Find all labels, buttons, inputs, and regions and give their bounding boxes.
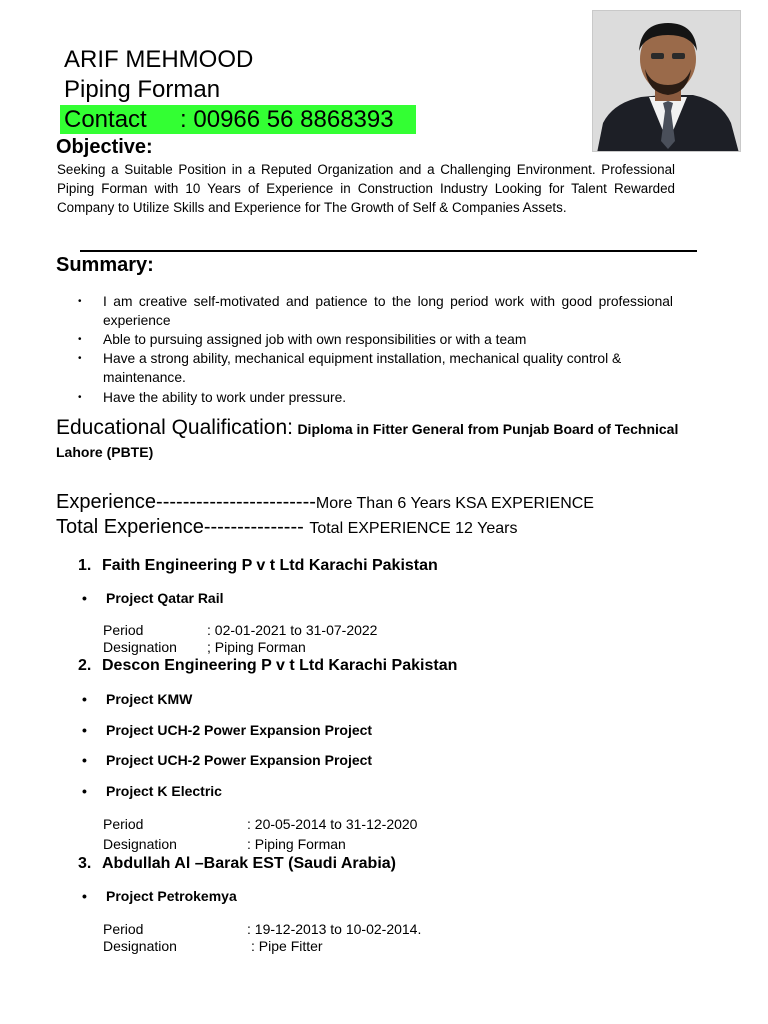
project-item: • Project UCH-2 Power Expansion Project	[82, 752, 373, 768]
period-label: Period	[103, 921, 144, 937]
company-heading: 3. Abdullah Al –Barak EST (Saudi Arabia)	[78, 855, 396, 872]
project-item: • Project K Electric	[82, 783, 222, 799]
contact-highlight: Contact : 00966 56 8868393	[60, 105, 416, 134]
portrait-image	[593, 11, 741, 152]
education-section	[56, 417, 716, 464]
project-item: • Project KMW	[82, 691, 193, 707]
designation-value: ; Piping Forman	[207, 639, 306, 655]
objective-text: Seeking a Suitable Position in a Reputed Organization and a Challenging Environment. Professional Piping Forman with 10 Years of Experience in Construction Industry Looking for Talent Rewarded Company to Utilize Skills and Experience for The Growth of Self & Companies Assets.	[57, 162, 675, 215]
period-value: : 02-01-2021 to 31-07-2022	[207, 622, 378, 638]
period-value: : 20-05-2014 to 31-12-2020	[247, 816, 418, 832]
education-detail: Diploma in Fitter General from Punjab Board of Technical Lahore (PBTE)	[56, 421, 679, 460]
objective-heading: Objective:	[56, 136, 153, 158]
company-heading: 1. Faith Engineering P v t Ltd Karachi Pakistan	[78, 557, 438, 574]
designation-value: : Piping Forman	[247, 836, 346, 852]
candidate-name: ARIF MEHMOOD	[64, 46, 254, 73]
total-experience-line: Total Experience--------------- Total EXPERIENCE 12 Years	[56, 516, 518, 538]
designation-label: Designation	[103, 639, 177, 655]
project-item: • Project Petrokemya	[82, 888, 237, 904]
designation-value: : Pipe Fitter	[251, 938, 323, 954]
designation-label: Designation	[103, 836, 177, 852]
section-divider	[80, 250, 697, 252]
company-heading: 2. Descon Engineering P v t Ltd Karachi Pakistan	[78, 657, 458, 674]
experience-line: Experience------------------------More Than 6 Years KSA EXPERIENCE	[56, 491, 594, 513]
candidate-title: Piping Forman	[64, 76, 221, 103]
designation-label: Designation	[103, 938, 177, 954]
profile-photo	[592, 10, 741, 152]
project-item: • Project Qatar Rail	[82, 590, 224, 606]
period-value: : 19-12-2013 to 10-02-2014.	[247, 921, 422, 937]
education-heading: Educational Qualification:	[56, 416, 293, 439]
project-item: • Project UCH-2 Power Expansion Project	[82, 722, 373, 738]
period-label: Period	[103, 816, 144, 832]
summary-heading: Summary:	[56, 254, 154, 276]
period-label: Period	[103, 622, 144, 638]
